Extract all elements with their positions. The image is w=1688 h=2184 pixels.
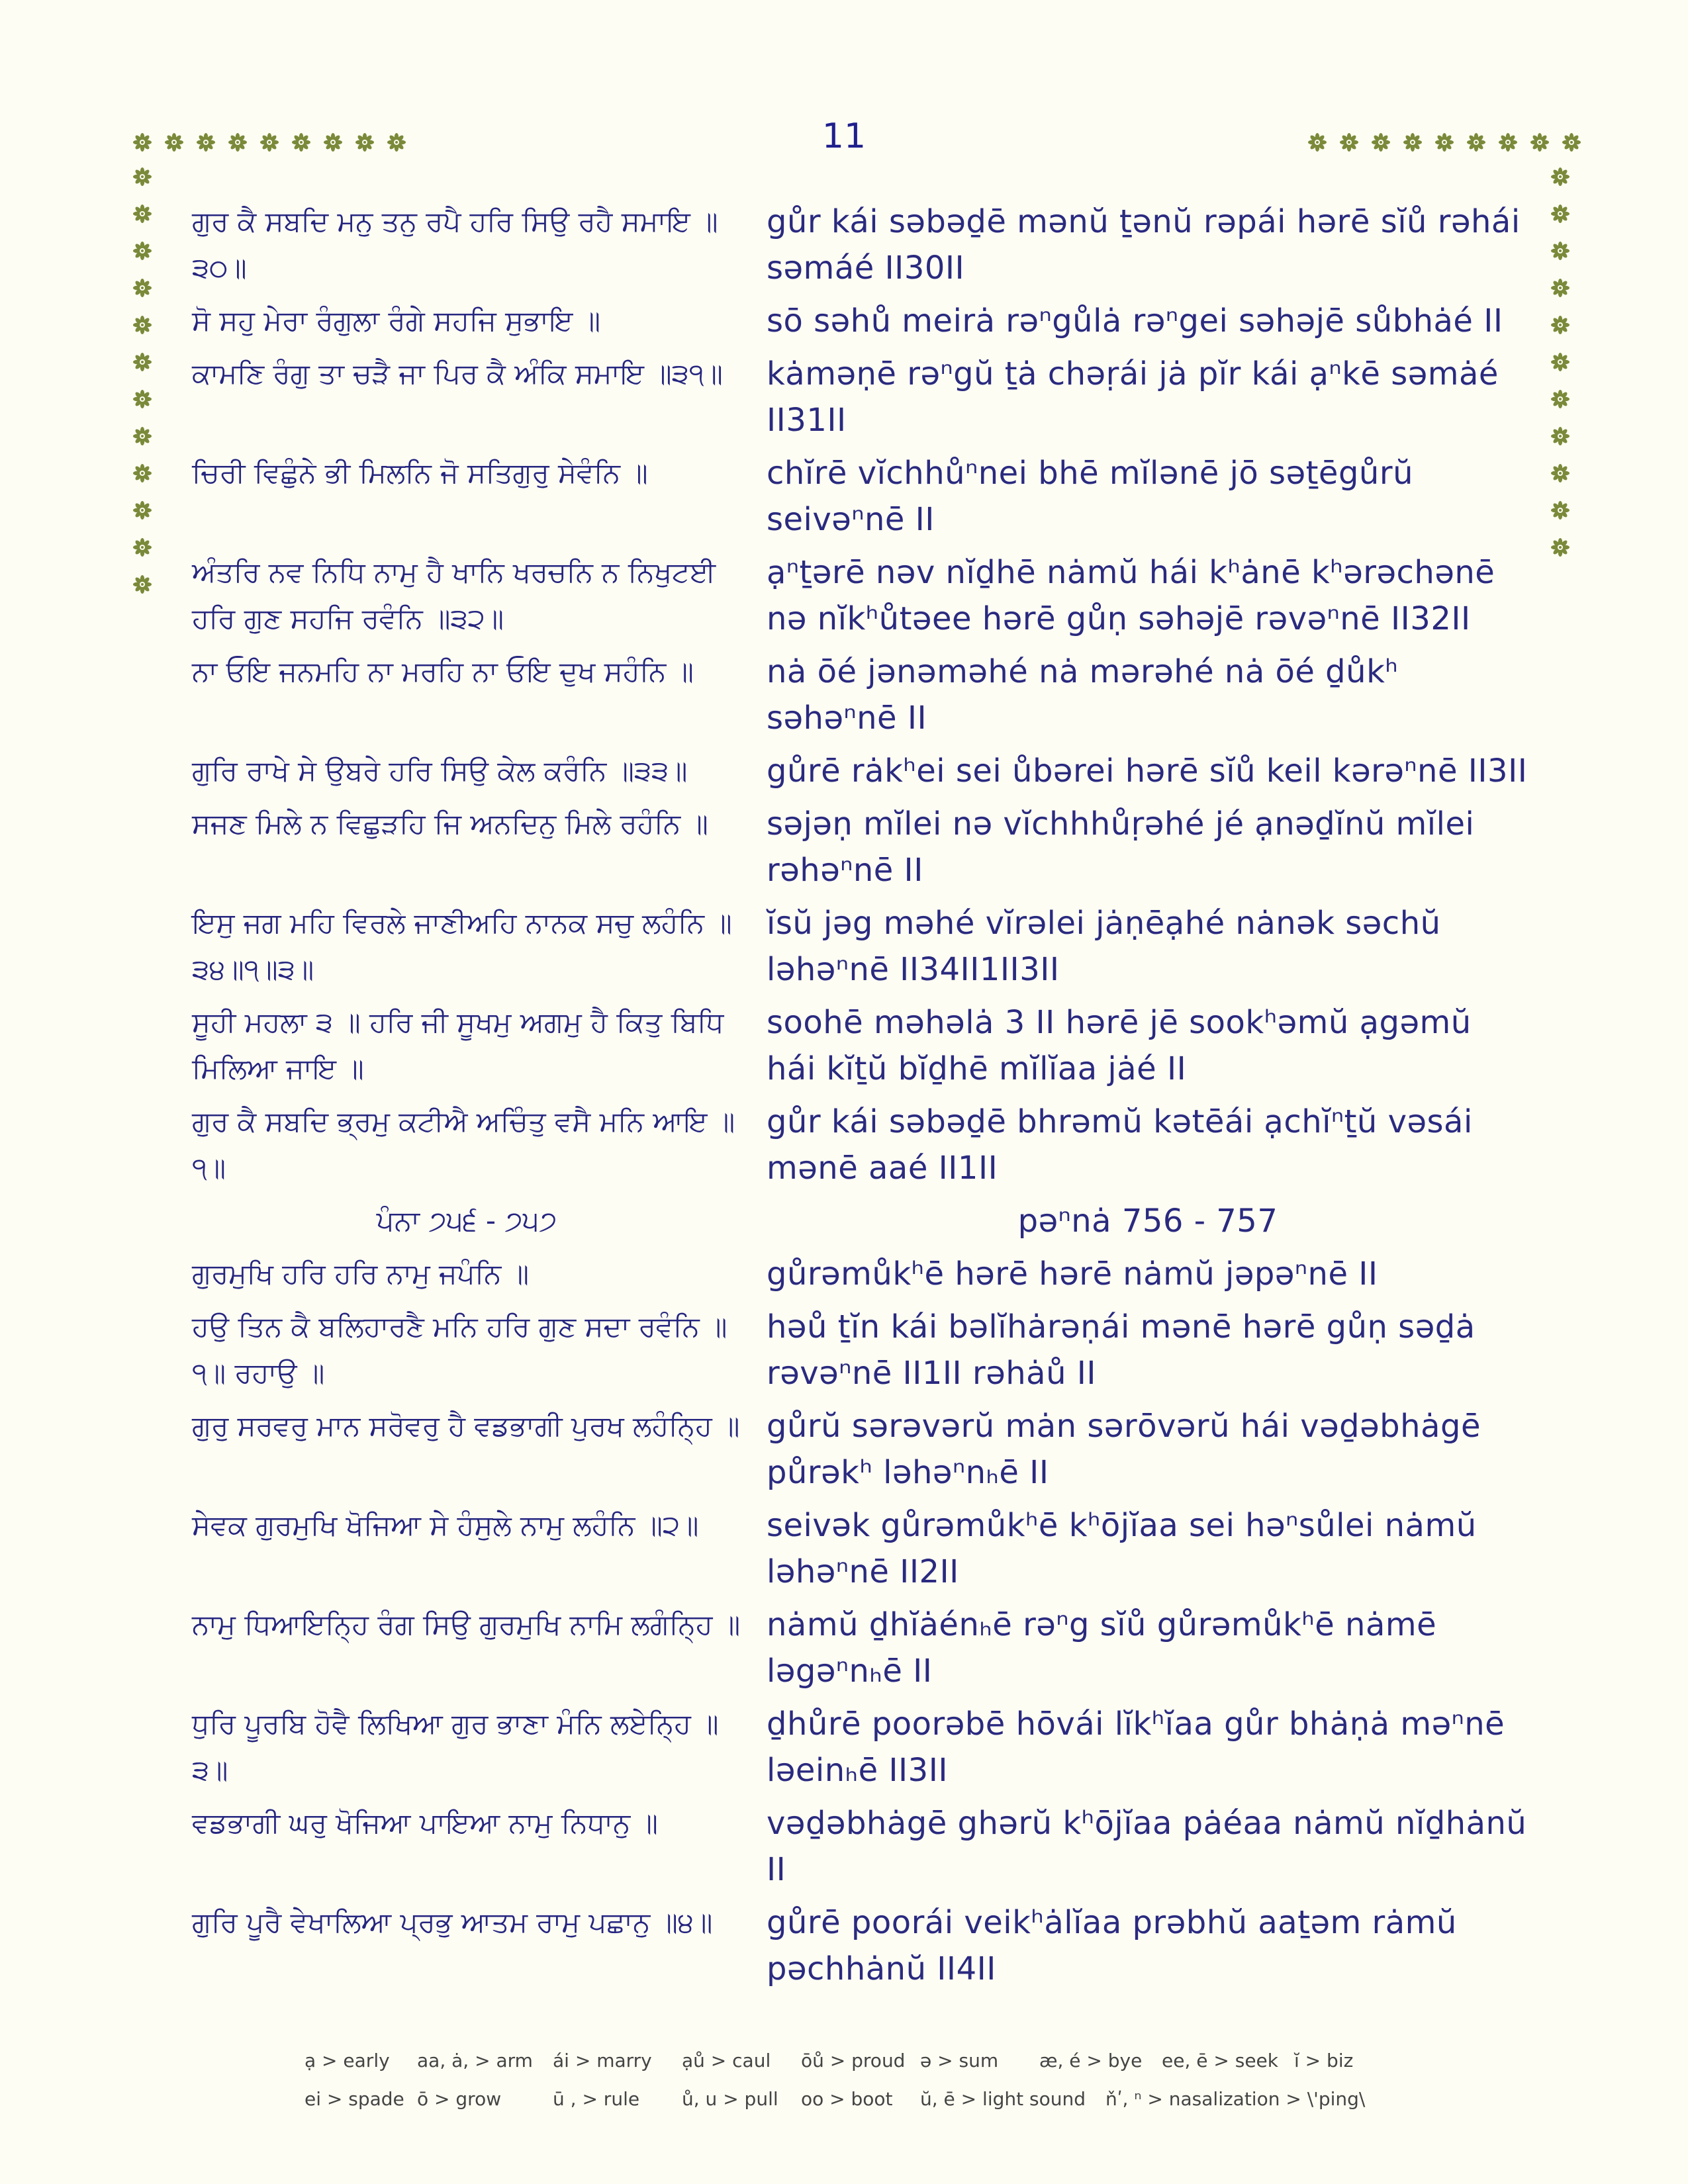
verse-row xyxy=(192,1701,1529,1794)
page-reference-translit: pəⁿnȧ 756 - 757 xyxy=(1017,1203,1278,1240)
legend-entry: ů, u > pull xyxy=(682,2088,778,2110)
verse-transliteration: ạⁿṯərē nəv nĭḏhē nȧmŭ hái kʰȧnē kʰərəchənē nə nĭkʰůtəee hərē gůṇ səhəjē rəvəⁿnē II32II xyxy=(767,554,1495,637)
verse-transliteration: gůrē poorái veikʰȧlĭaa prəbhŭ aaṯəm rȧmŭ pəchhȧnŭ II4II xyxy=(767,1904,1457,1987)
pronunciation-legend xyxy=(305,2042,1536,2118)
verse-row xyxy=(192,1602,1529,1694)
flower-ornament-icon xyxy=(132,132,152,152)
flower-ornament-icon xyxy=(132,315,152,335)
flower-ornament-icon xyxy=(1466,132,1486,152)
legend-entry: oo > boot xyxy=(801,2088,893,2110)
legend-row xyxy=(305,2042,1536,2080)
flower-border-right xyxy=(1550,167,1570,557)
verse-transliteration: ĭsŭ jəg məhé vĭrəlei jȧṇēạhé nȧnək səchŭ ləhəⁿnē II34II1II3II xyxy=(767,905,1441,988)
legend-entry: ee, ē > seek xyxy=(1162,2050,1278,2071)
verse-row xyxy=(192,1502,1529,1595)
flower-ornament-icon xyxy=(1562,132,1581,152)
flower-ornament-icon xyxy=(1434,132,1454,152)
verse-gurmukhi: ਇਸੁ ਜਗ ਮਹਿ ਵਿਰਲੇ ਜਾਣੀਅਹਿ ਨਾਨਕ ਸਚੁ ਲਹੰਨਿ ॥੩੪॥੧॥੩॥ xyxy=(192,907,732,985)
flower-ornament-icon xyxy=(387,132,406,152)
flower-ornament-icon xyxy=(1550,241,1570,261)
verse-row xyxy=(192,351,1529,443)
verse-transliteration: ḏhůrē poorəbē hōvái lĭkʰĭaa gůr bhȧṇȧ məⁿnē ləeinₕē II3II xyxy=(767,1706,1505,1789)
flower-ornament-icon xyxy=(1550,426,1570,446)
verse-gurmukhi: ਚਿਰੀ ਵਿਛੁੰਨੇ ਭੀ ਮਿਲਨਿ ਜੋ ਸਤਿਗੁਰੁ ਸੇਵੰਨਿ ॥ xyxy=(192,457,648,489)
legend-entry: ŭ, ē > light sound xyxy=(920,2088,1086,2110)
flower-ornament-icon xyxy=(132,574,152,594)
legend-entry: aa, ȧ, > arm xyxy=(417,2050,533,2071)
flower-ornament-icon xyxy=(228,132,248,152)
verse-row xyxy=(192,549,1529,642)
legend-entry: ōů > proud xyxy=(801,2050,906,2071)
verse-row xyxy=(192,801,1529,893)
flower-ornament-icon xyxy=(164,132,184,152)
legend-entry: ei > spade xyxy=(305,2088,404,2110)
verse-transliteration: vəḏəbhȧgē ghərŭ kʰōjĭaa pȧéaa nȧmŭ nĭḏhȧnŭ II xyxy=(767,1805,1527,1888)
flower-ornament-icon xyxy=(323,132,343,152)
verse-gurmukhi: ਗੁਰਿ ਪੂਰੈ ਵੇਖਾਲਿਆ ਪ੍ਰਭੁ ਆਤਮ ਰਾਮੁ ਪਛਾਨੁ ॥੪॥ xyxy=(192,1906,713,1938)
verse-transliteration: gůrē rȧkʰei sei ůbərei hərē sĭů keil kərəⁿnē II3II xyxy=(767,752,1528,790)
verse-gurmukhi: ਅੰਤਰਿ ਨਵ ਨਿਧਿ ਨਾਮੁ ਹੈ ਖਾਨਿ ਖਰਚਨਿ ਨ ਨਿਖੁਟਈ ਹਰਿ ਗੁਣ ਸਹਜਿ ਰਵੰਨਿ ॥੩੨॥ xyxy=(192,556,716,635)
flower-ornament-icon xyxy=(1550,204,1570,224)
verse-gurmukhi: ਸੇਵਕ ਗੁਰਮੁਖਿ ਖੋਜਿਆ ਸੇ ਹੰਸੁਲੇ ਨਾਮੁ ਲਹੰਨਿ ॥੨॥ xyxy=(192,1509,699,1541)
verse-row xyxy=(192,1403,1529,1496)
flower-ornament-icon xyxy=(1550,278,1570,298)
page-reference-gurmukhi: ਪੰਨਾ ੭੫੬ - ੭੫੭ xyxy=(376,1205,557,1237)
verse-row xyxy=(192,298,1529,344)
legend-entry: ō > grow xyxy=(417,2088,502,2110)
flower-ornament-icon xyxy=(1550,389,1570,409)
flower-ornament-icon xyxy=(132,389,152,409)
verse-row xyxy=(192,1304,1529,1396)
verse-transliteration: kȧməṇē rəⁿgŭ ṯȧ chəṛái jȧ pĭr kái ạⁿkē səmȧé II31II xyxy=(767,355,1499,439)
legend-entry: ĭ > biz xyxy=(1294,2050,1354,2071)
verse-row xyxy=(192,748,1529,794)
verse-gurmukhi: ਨਾਮੁ ਧਿਆਇਨ੍ਹਿ ਰੰਗ ਸਿਉ ਗੁਰਮੁਖਿ ਨਾਮਿ ਲਗੰਨ੍ਹਿ ॥ xyxy=(192,1608,741,1641)
verse-gurmukhi: ਗੁਰਮੁਖਿ ਹਰਿ ਹਰਿ ਨਾਮੁ ਜਪੰਨਿ ॥ xyxy=(192,1257,530,1290)
legend-entry: ái > marry xyxy=(553,2050,652,2071)
verse-row xyxy=(192,649,1529,741)
flower-ornament-icon xyxy=(132,278,152,298)
verse-transliteration: səjəṇ mĭlei nə vĭchhhůṛəhé jé ạnəḏĭnŭ mĭlei rəhəⁿnē II xyxy=(767,805,1475,889)
verse-transliteration: nȧmŭ ḏhĭȧénₕē rəⁿg sĭů gůrəmůkʰē nȧmē ləgəⁿnₕē II xyxy=(767,1606,1437,1690)
flower-border-left xyxy=(132,167,152,594)
verse-gurmukhi: ਸੂਹੀ ਮਹਲਾ ੩ ॥ ਹਰਿ ਜੀ ਸੂਖਮੁ ਅਗਮੁ ਹੈ ਕਿਤੁ ਬਿਧਿ ਮਿਲਿਆ ਜਾਇ ॥ xyxy=(192,1006,724,1085)
legend-entry: ạů > caul xyxy=(682,2050,771,2071)
verse-row xyxy=(192,450,1529,543)
verse-transliteration: seivək gůrəmůkʰē kʰōjĭaa sei həⁿsůlei nȧmŭ ləhəⁿnē II2II xyxy=(767,1507,1477,1590)
verse-gurmukhi: ਸੋ ਸਹੁ ਮੇਰਾ ਰੰਗੁਲਾ ਰੰਗੇ ਸਹਜਿ ਸੁਭਾਇ ॥ xyxy=(192,304,601,337)
flower-border-top-right xyxy=(1307,132,1581,152)
verse-gurmukhi: ਹਉ ਤਿਨ ਕੈ ਬਲਿਹਾਰਣੈ ਮਨਿ ਹਰਿ ਗੁਣ ਸਦਾ ਰਵੰਨਿ ॥੧॥ ਰਹਾਉ ॥ xyxy=(192,1310,727,1389)
verse-transliteration: chĭrē vĭchhůⁿnei bhē mĭlənē jō səṯēgůrŭ seivəⁿnē II xyxy=(767,455,1413,538)
verse-gurmukhi: ਸਜਣ ਮਿਲੇ ਨ ਵਿਛੁੜਹਿ ਜਿ ਅਨਦਿਨੁ ਮਿਲੇ ਰਹੰਨਿ ॥ xyxy=(192,807,708,840)
flower-ornament-icon xyxy=(1550,352,1570,372)
legend-row xyxy=(305,2080,1536,2118)
verse-transliteration: sō səhů meirȧ rəⁿgůlȧ rəⁿgei səhəjē sůbhȧé II xyxy=(767,302,1503,340)
flower-ornament-icon xyxy=(132,537,152,557)
flower-ornament-icon xyxy=(1550,500,1570,520)
verse-transliteration: gůrəmůkʰē hərē hərē nȧmŭ jəpəⁿnē II xyxy=(767,1255,1378,1293)
flower-border-top-left xyxy=(132,132,406,152)
flower-ornament-icon xyxy=(1550,537,1570,557)
flower-ornament-icon xyxy=(1498,132,1518,152)
flower-ornament-icon xyxy=(132,241,152,261)
verse-gurmukhi: ਕਾਮਣਿ ਰੰਗੁ ਤਾ ਚੜੈ ਜਾ ਪਿਰ ਕੈ ਅੰਕਿ ਸਮਾਇ ॥੩੧॥ xyxy=(192,357,723,390)
legend-entry: ū , > rule xyxy=(553,2088,640,2110)
legend-entry: ạ > early xyxy=(305,2050,390,2071)
verse-transliteration: gůrŭ sərəvərŭ mȧn sərōvərŭ hái vəḏəbhȧgē půrəkʰ ləhəⁿnₕē II xyxy=(767,1408,1481,1491)
flower-ornament-icon xyxy=(1550,167,1570,187)
flower-ornament-icon xyxy=(1371,132,1391,152)
flower-ornament-icon xyxy=(1550,315,1570,335)
verse-transliteration: həů ṯĭn kái bəlĭhȧrəṇái mənē hərē gůṇ səḏȧ rəvəⁿnē II1II rəhȧů II xyxy=(767,1308,1476,1392)
legend-entry: ňʹ, ⁿ > nasalization > \'ping\ xyxy=(1105,2088,1366,2110)
page-number: 11 xyxy=(821,116,867,156)
flower-ornament-icon xyxy=(132,352,152,372)
flower-ornament-icon xyxy=(1550,463,1570,483)
verse-row xyxy=(192,1099,1529,1191)
verse-transliteration: soohē məhəlȧ 3 II hərē jē sookʰəmŭ ạgəmŭ hái kĭṯŭ bĭḏhē mĭlĭaa jȧé II xyxy=(767,1004,1472,1087)
verse-row xyxy=(192,1251,1529,1297)
flower-ornament-icon xyxy=(132,463,152,483)
legend-entry: æ, é > bye xyxy=(1039,2050,1143,2071)
verse-row xyxy=(192,999,1529,1092)
verse-gurmukhi: ਗੁਰਿ ਰਾਖੇ ਸੇ ਉਬਰੇ ਹਰਿ ਸਿਉ ਕੇਲ ਕਰੰਨਿ ॥੩੩॥ xyxy=(192,754,688,787)
flower-ornament-icon xyxy=(132,204,152,224)
verse-row xyxy=(192,199,1529,291)
verse-row xyxy=(192,900,1529,993)
verse-transliteration: gůr kái səbəḏē bhrəmŭ kətēái ạchĭⁿṯŭ vəsái mənē aaé II1II xyxy=(767,1103,1473,1187)
verse-transliteration: gůr kái səbəḏē mənŭ ṯənŭ rəpái hərē sĭů rəhái səmáé II30II xyxy=(767,203,1521,287)
flower-ornament-icon xyxy=(132,167,152,187)
flower-ornament-icon xyxy=(259,132,279,152)
legend-entry: ə > sum xyxy=(920,2050,999,2071)
flower-ornament-icon xyxy=(1530,132,1550,152)
verse-gurmukhi: ਵਡਭਾਗੀ ਘਰੁ ਖੋਜਿਆ ਪਾਇਆ ਨਾਮੁ ਨਿਧਾਨੁ ॥ xyxy=(192,1807,658,1839)
flower-ornament-icon xyxy=(132,426,152,446)
flower-ornament-icon xyxy=(196,132,216,152)
flower-ornament-icon xyxy=(291,132,311,152)
verse-gurmukhi: ਗੁਰੁ ਸਰਵਰੁ ਮਾਨ ਸਰੋਵਰੁ ਹੈ ਵਡਭਾਗੀ ਪੁਰਖ ਲਹੰਨ੍ਹਿ ॥ xyxy=(192,1410,740,1442)
verse-row xyxy=(192,1800,1529,1893)
verse-gurmukhi: ਧੁਰਿ ਪੂਰਬਿ ਹੋਵੈ ਲਿਖਿਆ ਗੁਰ ਭਾਣਾ ਮੰਨਿ ਲਏਨ੍ਹਿ ॥੩॥ xyxy=(192,1707,719,1786)
flower-ornament-icon xyxy=(1307,132,1327,152)
verse-transliteration: nȧ ōé jənəməhé nȧ mərəhé nȧ ōé ḏůkʰ səhəⁿnē II xyxy=(767,653,1399,737)
verse-gurmukhi: ਗੁਰ ਕੈ ਸਬਦਿ ਮਨੁ ਤਨੁ ਰਪੈ ਹਰਿ ਸਿਉ ਰਹੈ ਸਮਾਇ ॥੩੦॥ xyxy=(192,205,718,284)
flower-ornament-icon xyxy=(1339,132,1359,152)
verse-table xyxy=(192,199,1529,1999)
flower-ornament-icon xyxy=(132,500,152,520)
verse-gurmukhi: ਗੁਰ ਕੈ ਸਬਦਿ ਭ੍ਰਮੁ ਕਟੀਐ ਅਚਿੰਤੁ ਵਸੈ ਮਨਿ ਆਇ ॥੧॥ xyxy=(192,1105,735,1184)
verse-row xyxy=(192,1899,1529,1992)
flower-ornament-icon xyxy=(1403,132,1423,152)
flower-ornament-icon xyxy=(355,132,375,152)
page-reference xyxy=(192,1198,1529,1244)
verse-gurmukhi: ਨਾ ਓਇ ਜਨਮਹਿ ਨਾ ਮਰਹਿ ਨਾ ਓਇ ਦੁਖ ਸਹੰਨਿ ॥ xyxy=(192,655,694,688)
